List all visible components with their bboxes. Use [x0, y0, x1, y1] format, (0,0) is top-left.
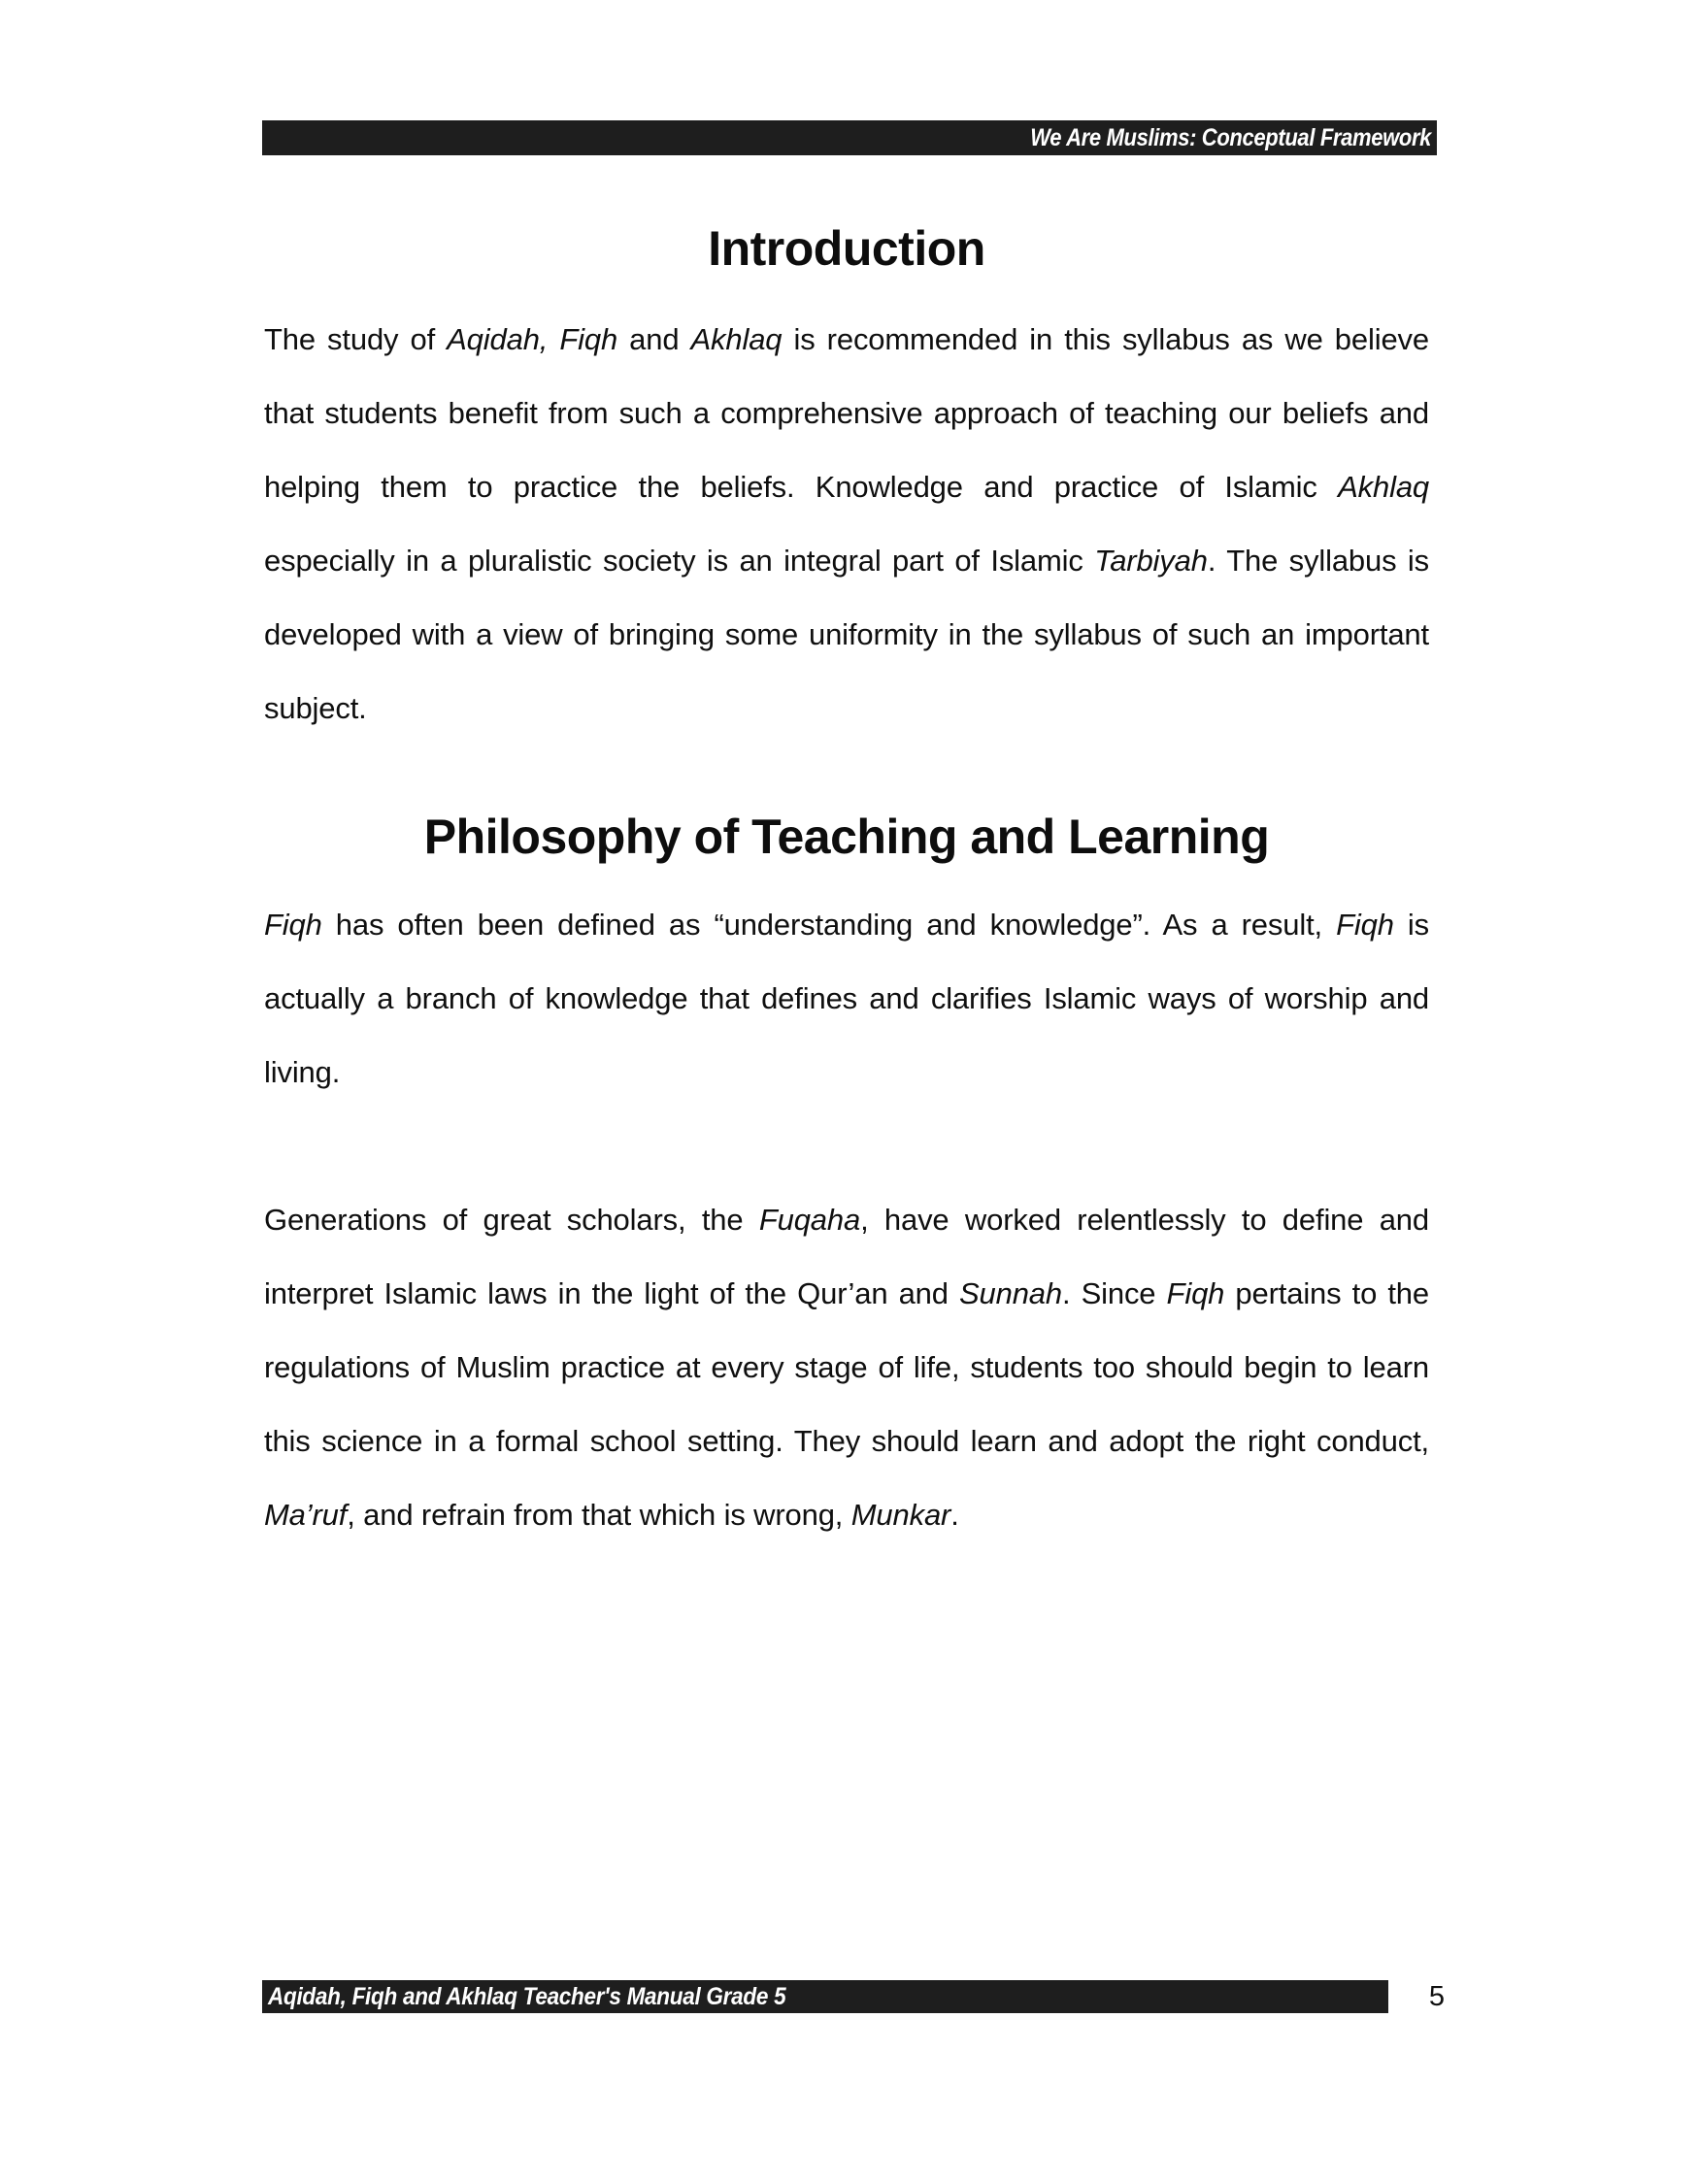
page-number: 5 [1428, 1980, 1446, 2012]
section-philosophy [264, 810, 1429, 866]
section-introduction [264, 221, 1429, 278]
running-footer-title: Aqidah, Fiqh and Akhlaq Teacher's Manual Grade 5 [268, 1982, 786, 2010]
paragraph-philosophy-2: Generations of great scholars, the Fuqaha, have worked relentlessly to define and interpret Islamic laws in the light of the Qur’an and Sunnah. Since Fiqh pertains to the regulations of Muslim practice at every stage of life, students too should begin to learn this science in a formal school setting. They should learn and adopt the right conduct, Ma’ruf, and refrain from that which is wrong, Munkar. [264, 1203, 1429, 1532]
running-footer-bar [262, 1980, 1388, 2013]
heading-philosophy-of-teaching-and-learning: Philosophy of Teaching and Learning [423, 809, 1270, 864]
running-header-title: We Are Muslims: Conceptual Framework [1030, 123, 1431, 151]
heading-introduction: Introduction [708, 221, 985, 276]
paragraph-philosophy-1: Fiqh has often been defined as “understanding and knowledge”. As a result, Fiqh is actually a branch of knowledge that defines and clarifies Islamic ways of worship and living. [264, 908, 1429, 1089]
page-content [264, 204, 1429, 1552]
paragraph-introduction-1: The study of Aqidah, Fiqh and Akhlaq is recommended in this syllabus as we believe that students benefit from such a comprehensive approach of teaching our beliefs and helping them to practice the beliefs. Knowledge and practice of Islamic Akhlaq especially in a pluralistic society is an integral part of Islamic Tarbiyah. The syllabus is developed with a view of bringing some uniformity in the syllabus of such an important subject. [264, 321, 1429, 725]
running-header-bar [262, 120, 1437, 155]
